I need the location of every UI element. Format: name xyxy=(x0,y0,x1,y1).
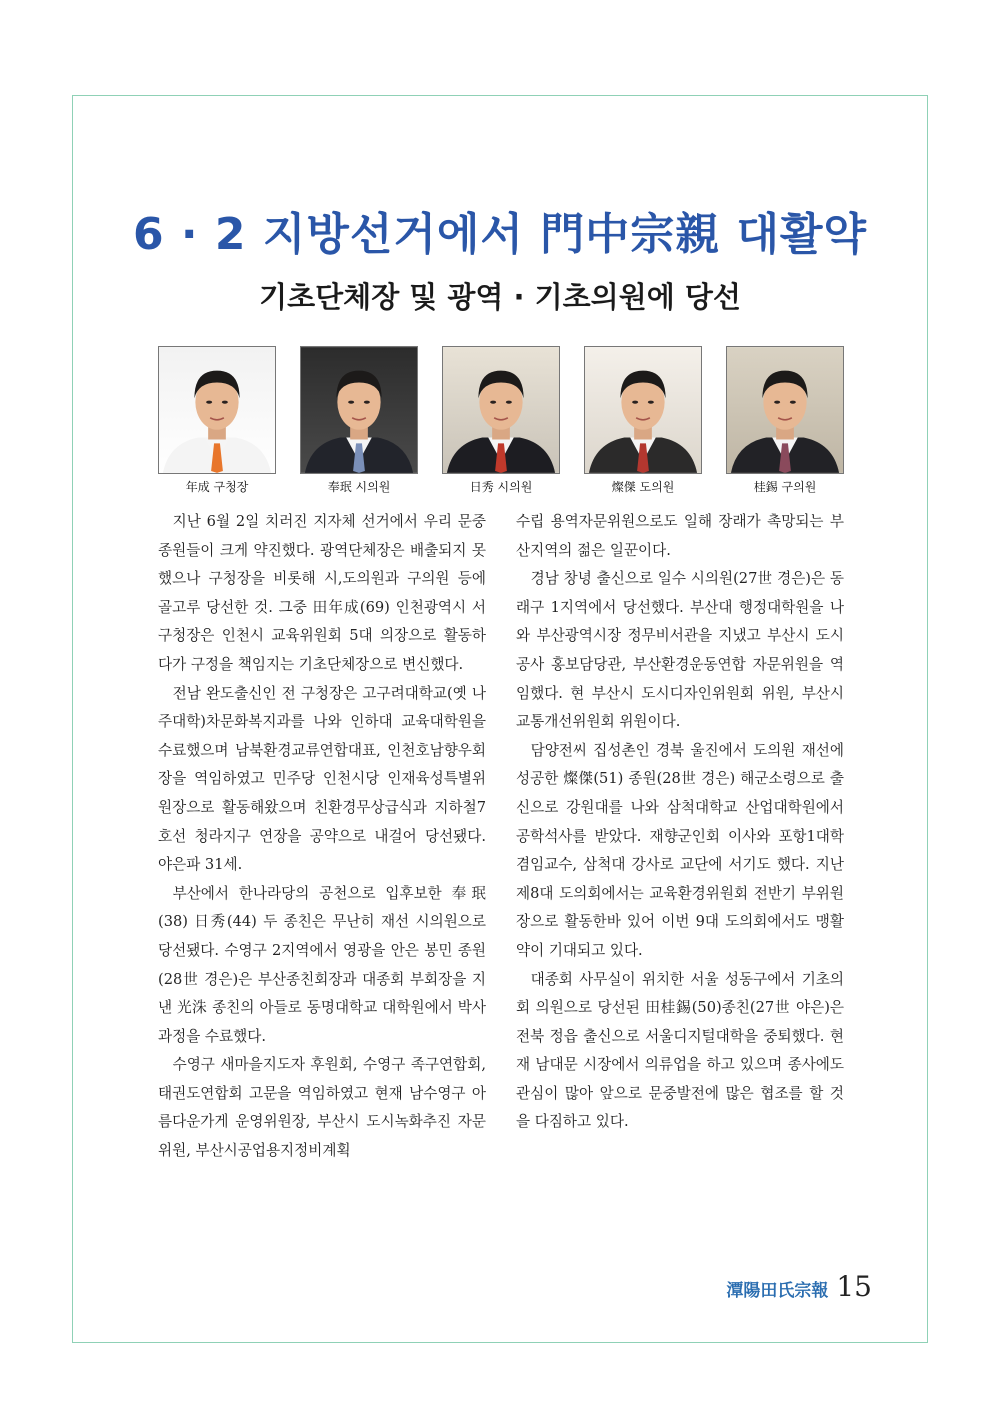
portrait-card-5 xyxy=(726,346,844,495)
right-paragraph-4: 대종회 사무실이 위치한 서울 성동구에서 기초의회 의원으로 당선된 田桂錫(50)종친(27世 야은)은 전북 정읍 출신으로 서울디지털대학을 중퇴했다. 현재 남대문 시장에서 의류업을 하고 있으며 종사에도 관심이 많아 앞으로 문중발전에 많은 협조를 할 것을 다짐하고 있다. xyxy=(516,970,844,1131)
page-number: 15 xyxy=(836,1270,872,1303)
portrait-eye-left xyxy=(206,401,212,404)
portrait-caption-1: 年成 구청장 xyxy=(185,480,249,494)
portrait-caption-3: 日秀 시의원 xyxy=(469,480,533,494)
portrait-image-5 xyxy=(727,347,843,473)
portrait-card-1 xyxy=(158,346,276,495)
portrait-eye-right xyxy=(648,401,654,404)
right-paragraph-1: 수립 용역자문위원으로도 일해 장래가 촉망되는 부산지역의 젊은 일꾼이다. xyxy=(516,513,844,559)
publication-name: 潭陽田氏宗報 xyxy=(726,1281,829,1301)
portrait-card-4 xyxy=(584,346,702,495)
portrait-card-2 xyxy=(300,346,418,495)
portrait-eye-left xyxy=(490,401,496,404)
page-footer xyxy=(726,1270,872,1304)
portrait-eye-left xyxy=(348,401,354,404)
portrait-eye-right xyxy=(222,401,228,404)
portrait-caption-2: 奉珉 시의원 xyxy=(327,480,391,494)
portrait-photo-4 xyxy=(584,346,702,474)
left-paragraph-4: 수영구 새마을지도자 후원회, 수영구 족구연합회, 태권도연합회 고문을 역임하였고 현재 남수영구 아름다운가게 운영위원장, 부산시 도시녹화추진 자문위원, 부산시공업용지정비계획 xyxy=(158,1056,486,1160)
portrait-caption-4: 燦傑 도의원 xyxy=(611,480,675,494)
portrait-photo-5 xyxy=(726,346,844,474)
left-paragraph-1: 지난 6월 2일 치러진 지자체 선거에서 우리 문중 종원들이 크게 약진했다. 광역단체장은 배출되지 못했으나 구청장을 비롯해 시,도의원과 구의원 등에 골고루 당선한 것. 그중 田年成(69) 인천광역시 서구청장은 인천시 교육위원회 5대 의장으로 활동하다가 구정을 책임지는 기초단체장으로 변신했다. xyxy=(158,513,486,673)
portrait-image-3 xyxy=(443,347,559,473)
left-paragraph-3: 부산에서 한나라당의 공천으로 입후보한 奉珉(38) 日秀(44) 두 종친은 무난히 재선 시의원으로 당선됐다. 수영구 2지역에서 영광을 안은 봉민 종원(28世 경은)은 부산종친회장과 대종회 부회장을 지낸 光洙 종친의 아들로 동명대학교 대학원에서 박사과정을 수료했다. xyxy=(158,884,486,1045)
portrait-card-3 xyxy=(442,346,560,495)
left-column xyxy=(158,508,486,1198)
portrait-photo-3 xyxy=(442,346,560,474)
portrait-photo-1 xyxy=(158,346,276,474)
portrait-caption-5: 桂錫 구의원 xyxy=(753,480,817,494)
portrait-eye-right xyxy=(364,401,370,404)
portrait-image-1 xyxy=(159,347,275,473)
portrait-image-2 xyxy=(301,347,417,473)
right-paragraph-3: 담양전씨 집성촌인 경북 울진에서 도의원 재선에 성공한 燦傑(51) 종원(28世 경은) 해군소령으로 출신으로 강원대를 나와 삼척대학교 산업대학원에서 공학석사를 받았다. 재향군인회 이사와 포항1대학 겸임교수, 삼척대 강사로 교단에 서기도 했다. 지난 제8대 도의회에서는 교육환경위원회 전반기 부위원장으로 활동한바 있어 이번 9대 도의회에서도 맹활약이 기대되고 있다. xyxy=(516,741,844,959)
left-paragraph-2: 전남 완도출신인 전 구청장은 고구려대학교(옛 나주대학)차문화복지과를 나와 인하대 교육대학원을 수료했으며 남북환경교류연합대표, 인천호남향우회장을 역임하였고 민주당 인천시당 인재육성특별위원장으로 활동해왔으며 친환경무상급식과 지하철7호선 청라지구 연장을 공약으로 내걸어 당선됐다. 야은파 31세. xyxy=(158,684,486,874)
portrait-row xyxy=(158,346,844,496)
portrait-image-4 xyxy=(585,347,701,473)
article-subtitle: 기초단체장 및 광역 · 기초의원에 당선 xyxy=(259,280,741,314)
article-body xyxy=(158,508,844,1198)
portrait-eye-right xyxy=(790,401,796,404)
portrait-eye-left xyxy=(774,401,780,404)
right-column xyxy=(516,508,844,1198)
article-title: 6 · 2 지방선거에서 門中宗親 대활약 xyxy=(132,209,868,260)
portrait-eye-right xyxy=(506,401,512,404)
portrait-photo-2 xyxy=(300,346,418,474)
portrait-eye-left xyxy=(632,401,638,404)
right-paragraph-2: 경남 창녕 출신으로 일수 시의원(27世 경은)은 동래구 1지역에서 당선했다. 부산대 행정대학원을 나와 부산광역시장 정무비서관을 지냈고 부산시 도시공사 홍보담당관, 부산환경운동연합 자문위원을 역임했다. 현 부산시 도시디자인위원회 위원, 부산시 교통개선위원회 위원이다. xyxy=(516,570,844,731)
